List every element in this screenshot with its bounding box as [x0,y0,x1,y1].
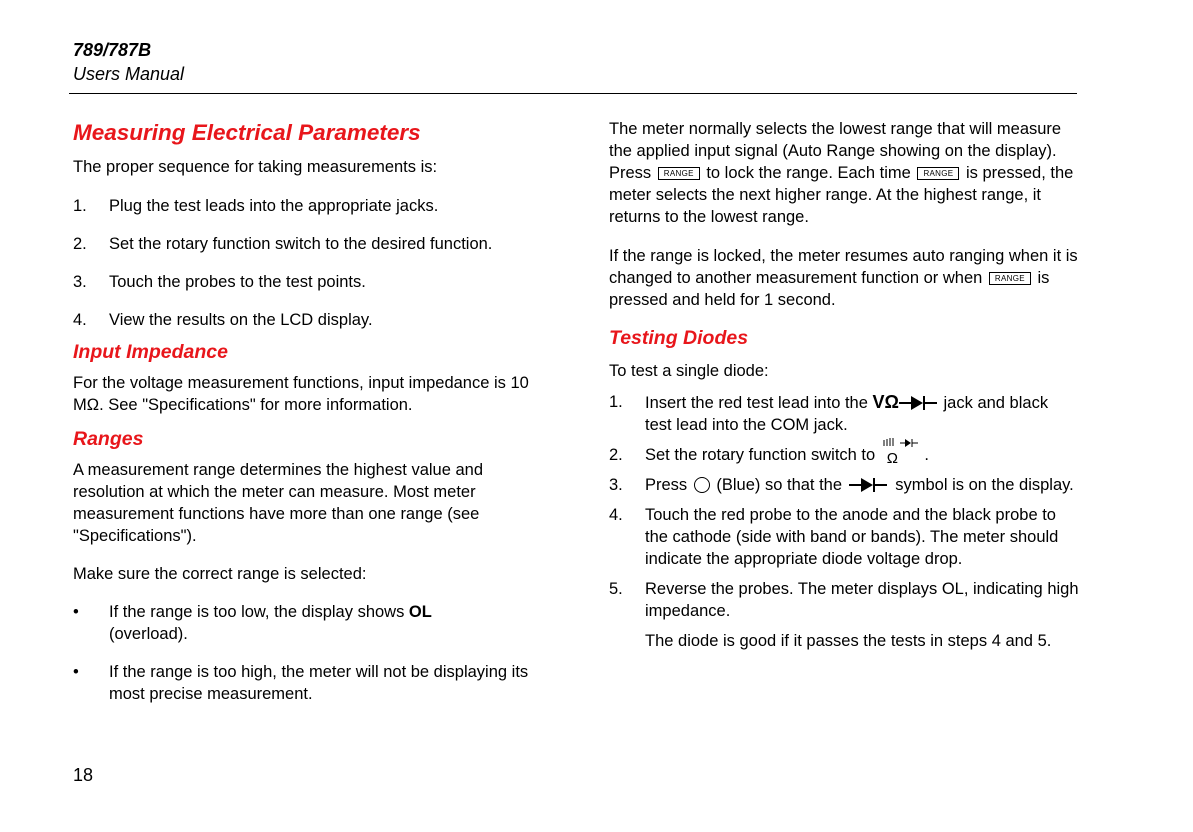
auto-range-part: to lock the range. Each time [706,164,911,182]
diode-step-text: symbol is on the display. [895,476,1074,494]
bullet-item [73,661,543,705]
ranges-text: A measurement range determines the highest value and resolution at which the meter can measure. Most meter measurement functions have more than one range (see "Specifications"). [73,461,484,545]
range-locked-part: is pressed and held for 1 second. [609,269,1050,309]
range-locked-text [609,245,1079,311]
step-item [73,233,543,255]
bullet-item [73,601,543,645]
step-text: Set the rotary function switch to the desired function. [109,235,493,253]
manual-model: 789/787B [73,40,152,60]
step-number: 3. [609,476,623,494]
diode-step-text: Insert the red test lead into the [645,394,868,412]
header-divider [69,93,1077,94]
range-key-icon: RANGE [989,272,1031,285]
diode-step-text: (Blue) so that the [716,476,843,494]
left-column [73,118,543,705]
diode-step-text: Touch the red probe to the anode and the black probe to the cathode (side with band or bands). The meter should indicate the appropriate diode voltage drop. [645,506,1059,568]
range-locked-part: If the range is locked, the meter resumes auto ranging when it is changed to another measurement function or when [609,247,1078,287]
blue-button-icon [694,477,710,493]
step-item [73,195,543,217]
range-key-icon: RANGE [658,167,700,180]
step-text: View the results on the LCD display. [109,311,373,329]
ohm-label: Ω [886,450,899,467]
right-column [609,118,1079,652]
step-text: Touch the probes to the test points. [109,273,366,291]
step-number: 4. [73,311,87,329]
page-number: 18 [73,765,94,785]
diode-step [609,504,1079,570]
diode-step-text: Reverse the probes. The meter displays OL, indicating high impedance. [645,580,1079,620]
auto-range-part: is pressed, the meter selects the next higher range. At the highest range, it returns to the lowest range. [609,164,1074,226]
diode-step [609,444,1079,466]
testing-diodes-heading: Testing Diodes [609,327,749,349]
volt-ohm-label: VΩ [872,392,899,412]
step-item [73,271,543,293]
diode-icon [899,395,939,411]
auto-range-text [609,118,1079,228]
diode-icon [847,477,891,493]
step-number: 2. [73,235,87,253]
step-number: 5. [609,580,623,598]
diode-step [609,391,1079,436]
diode-ohm-function-icon [880,444,920,466]
manual-title: Users Manual [73,64,185,84]
input-impedance-heading: Input Impedance [73,341,228,363]
continuity-diode-icon [882,438,922,448]
step-item [73,309,543,331]
step-number: 2. [609,446,623,464]
diode-good-text: The diode is good if it passes the tests in steps 4 and 5. [645,632,1052,650]
step-number: 1. [73,197,87,215]
impedance-text: For the voltage measurement functions, input impedance is 10 MΩ. See "Specifications" for more information. [73,374,529,414]
diode-step-text: . [924,446,929,464]
step-number: 1. [609,393,623,411]
step-number: 3. [73,273,87,291]
bullet-text: If the range is too high, the meter will not be displaying its most precise measurement. [109,663,529,703]
diode-step-text: Press [645,476,688,494]
diode-step-text: Set the rotary function switch to [645,446,876,464]
bullet-text: (overload). [109,625,188,643]
bullet-text: If the range is too low, the display shows [109,603,409,621]
step-text: Plug the test leads into the appropriate jacks. [109,197,439,215]
bullet-icon: • [73,663,79,681]
bullet-icon: • [73,603,79,621]
diode-step [609,578,1079,622]
auto-range-part: The meter normally selects the lowest range that will measure the applied input signal (Auto Range showing on the display). Press [609,120,1062,182]
diode-step-text: jack and black test lead into the COM jack. [645,394,1049,434]
range-key-icon: RANGE [917,167,959,180]
diode-step [609,474,1079,496]
step-number: 4. [609,506,623,524]
overload-label: OL [408,603,432,621]
intro-text: The proper sequence for taking measurements is: [73,158,438,176]
ranges-heading: Ranges [73,428,144,450]
section-title: Measuring Electrical Parameters [73,120,421,145]
make-sure-text: Make sure the correct range is selected: [73,565,367,583]
diodes-intro: To test a single diode: [609,362,769,380]
